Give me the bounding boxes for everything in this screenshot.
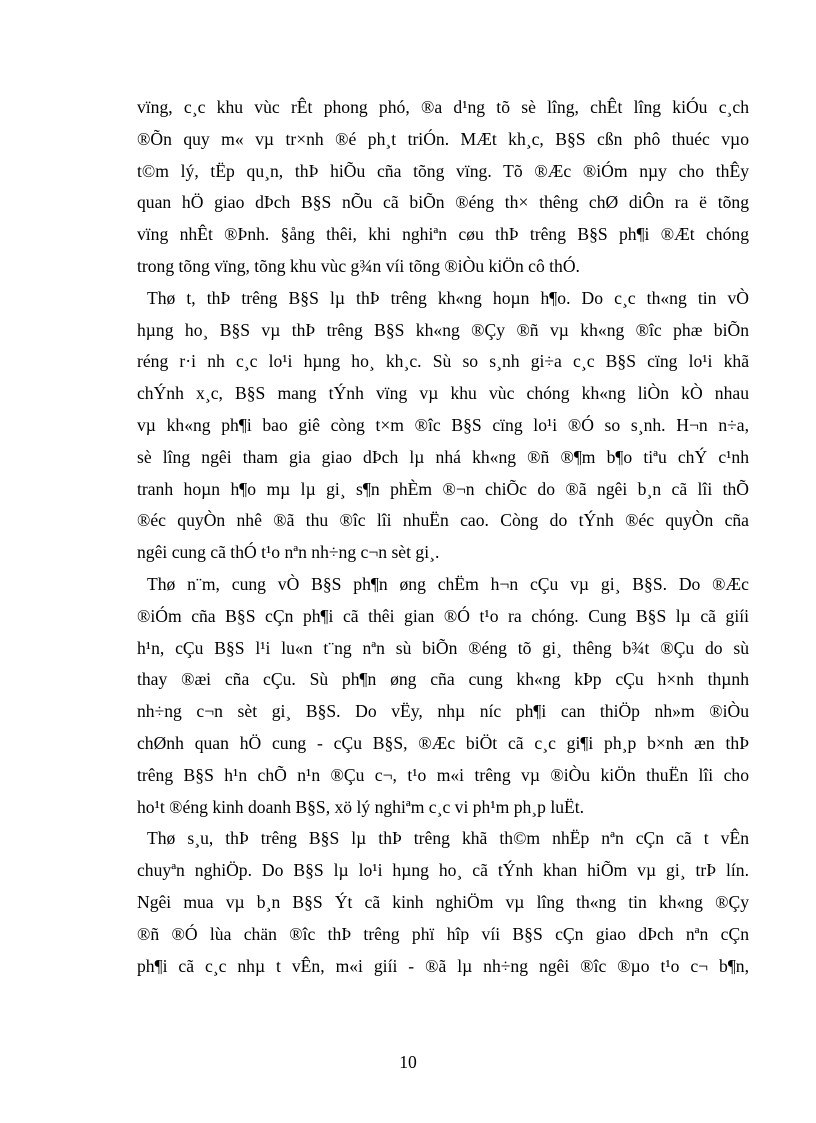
text-line: ngêi cung cã thÓ t¹o nªn nh÷ng c¬n sèt gi¸.	[137, 542, 440, 563]
text-line: Ngêi mua vµ b¸n B§S Ýt cã kinh nghiÖm vµ lîng th«ng tin kh«ng ®Çy	[137, 891, 749, 912]
text-line: tranh hoµn h¶o mµ lµ gi¸ s¶n phÈm ®¬n chiÕc do ®ã ngêi b¸n cã lîi thÕ	[137, 478, 749, 499]
text-line: h¹n, cÇu B§S l¹i lu«n t¨ng nªn sù biÕn ®éng tõ gi¸ thêng b¾t ®Çu do sù	[137, 637, 749, 658]
paragraph-start-line: Thø t, thÞ trêng B§S lµ thÞ trêng kh«ng hoµn h¶o. Do c¸c th«ng tin vÒ	[147, 287, 749, 308]
text-line: sè lîng ngêi tham gia giao dÞch lµ nhá kh«ng ®ñ ®¶m b¶o tiªu chÝ c¹nh	[137, 446, 749, 467]
text-line: chuyªn nghiÖp. Do B§S lµ lo¹i hµng ho¸ cã tÝnh khan hiÕm vµ gi¸ trÞ lín.	[137, 860, 749, 881]
text-line: ®iÓm cña B§S cÇn ph¶i cã thêi gian ®Ó t¹o ra chóng. Cung B§S lµ cã giíi	[137, 605, 749, 626]
text-line: t©m lý, tËp qu¸n, thÞ hiÕu cña tõng vïng. Tõ ®Æc ®iÓm nµy cho thÊy	[137, 160, 749, 181]
paragraph-start-line: Thø s¸u, thÞ trêng B§S lµ thÞ trêng khã th©m nhËp nªn cÇn cã t vÊn	[147, 828, 749, 849]
text-line: nh÷ng c¬n sèt gi¸ B§S. Do vËy, nhµ níc ph¶i can thiÖp nh»m ®iÒu	[137, 701, 749, 722]
text-line: vïng, c¸c khu vùc rÊt phong phó, ®a d¹ng tõ sè lîng, chÊt lîng kiÓu c¸ch	[137, 97, 749, 117]
text-line: chØnh quan hÖ cung - cÇu B§S, ®Æc biÖt cã c¸c gi¶i ph¸p b×nh æn thÞ	[137, 732, 749, 753]
text-line: vµ kh«ng ph¶i bao giê còng t×m ®îc B§S cïng lo¹i ®Ó so s¸nh. H¬n n÷a,	[137, 414, 749, 435]
text-line: thay ®æi cña cÇu. Sù ph¶n øng cña cung kh«ng kÞp cÇu h×nh thµnh	[137, 669, 749, 690]
text-line: ®ñ ®Ó lùa chän ®îc thÞ trêng phï hîp víi B§S cÇn giao dÞch nªn cÇn	[137, 923, 749, 944]
text-line: chÝnh x¸c, B§S mang tÝnh vïng vµ khu vùc chóng kh«ng liÒn kÒ nhau	[137, 383, 749, 404]
page-number: 10	[399, 1052, 417, 1072]
text-line: trong tõng vïng, tõng khu vùc g¾n víi tõng ®iÒu kiÖn cô thÓ.	[137, 255, 580, 276]
paragraph-start-line: Thø n¨m, cung vÒ B§S ph¶n øng chËm h¬n cÇu vµ gi¸ B§S. Do ®Æc	[147, 573, 749, 594]
text-line: vïng nhÊt ®Þnh. §ång thêi, khi nghiªn cøu thÞ trêng B§S ph¶i ®Æt chóng	[137, 224, 749, 245]
text-line: ho¹t ®éng kinh doanh B§S, xö lý nghiªm c¸c vi ph¹m ph¸p luËt.	[137, 796, 585, 817]
text-line: ph¶i cã c¸c nhµ t vÊn, m«i giíi - ®ã lµ nh÷ng ngêi ®îc ®µo t¹o c¬ b¶n,	[137, 955, 749, 976]
text-line: ®éc quyÒn nhê ®ã thu ®îc lîi nhuËn cao. Còng do tÝnh ®éc quyÒn cña	[137, 510, 749, 531]
text-line: réng r·i nh c¸c lo¹i hµng ho¸ kh¸c. Sù so s¸nh gi÷a c¸c B§S cïng lo¹i khã	[137, 351, 749, 372]
text-line: quan hÖ giao dÞch B§S nÕu cã biÕn ®éng th× thêng chØ diÔn ra ë tõng	[137, 192, 749, 213]
body-text	[137, 92, 749, 982]
text-line: trêng B§S h¹n chÕ n¹n ®Çu c¬, t¹o m«i trêng vµ ®iÒu kiÖn thuËn lîi cho	[137, 764, 749, 785]
text-line: ®Õn quy m« vµ tr×nh ®é ph¸t triÓn. MÆt kh¸c, B§S cßn phô thuéc vµo	[137, 128, 749, 149]
text-line: hµng ho¸ B§S vµ thÞ trêng B§S kh«ng ®Çy ®ñ vµ kh«ng ®îc phæ biÕn	[137, 319, 749, 340]
